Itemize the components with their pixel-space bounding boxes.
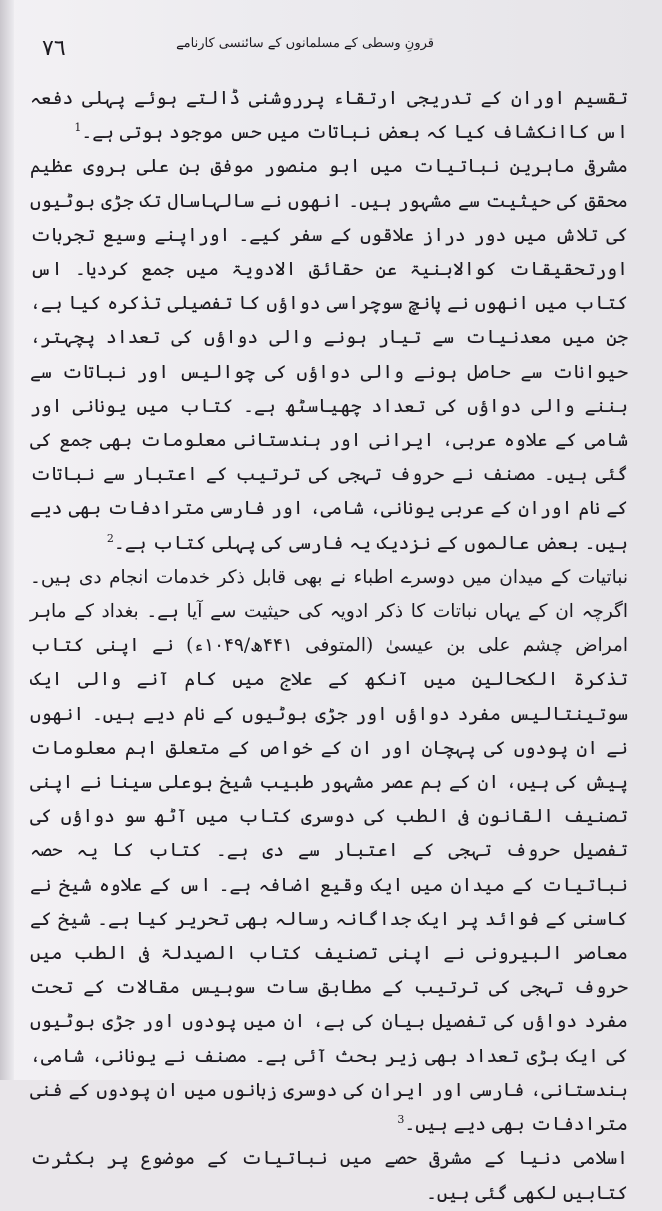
paragraph bbox=[30, 1142, 628, 1210]
page-number: ۷٦ bbox=[42, 36, 66, 61]
footnote-marker: 3 bbox=[397, 1112, 405, 1126]
paragraph-text: نباتیات کے میدان میں دوسرے اطباء نے بھی قابل ذکر خدمات انجام دی ہیں۔ اگرچہ ان کے یہاں نباتات کا ذکر ادویہ کی حیثیت سے آیا ہے۔ بغداد کے ماہر امراض چشم علی بن عیسیٰ (المتوفی ۴۴۱ھ/۱۰۴۹ء) نے اپنی کتاب تذکرۃ الکحالین میں آنکھ کے علاج میں کام آنے والی ایک سوتینتالیس مفرد دواؤں اور جڑی بوٹیوں کے نام دیے ہیں۔ انھوں نے ان پودوں کی پہچان اور ان کے خواص کے متعلق اہم معلومات پیش کی ہیں، ان کے ہم عصر مشہور طبیب شیخ بوعلی سینا نے اپنی تصنیف القانون فی الطب کی دوسری کتاب میں آٹھ سو دواؤں کی تفصیل حروف تہجی کے اعتبار سے دی ہے۔ کتاب کا یہ حصہ نباتیات کے میدان میں ایک وقیع اضافہ ہے۔ اس کے علاوہ شیخ نے کاسنی کے فوائد پر ایک جداگانہ رسالہ بھی تحریر کیا ہے۔ شیخ کے معاصر البیرونی نے اپنی تصنیف کتاب الصیدلۃ فی الطب میں حروف تہجی کی ترتیب کے مطابق سات سوبیس مقالات کے تحت مفرد دواؤں کی تفصیل بیان کی ہے، ان میں پودوں اور جڑی بوٹیوں کی ایک بڑی تعداد بھی زیر بحث آئی ہے۔ مصنف نے یونانی، شامی، ہندستانی، فارسی اور ایران کی دوسری زبانوں میں ان پودوں کے فنی مترادفات بھی دیے ہیں۔ bbox=[30, 566, 629, 1136]
paragraph-text: مشرقی ماہرین نباتیات میں ابو منصور موفق بن علی ہروی عظیم محقق کی حیثیت سے مشہور ہیں۔ انھوں نے سالہاسال تک جڑی بوٹیوں کی تلاش میں دور دراز علاقوں کے سفر کیے۔ اوراپنے وسیع تجربات اورتحقیقات کوالابنیۃ عن حقائق الادویۃ میں جمع کردیا۔ اس کتاب میں انھوں نے پانچ سوچراسی دواؤں کا تفصیلی تذکرہ کیا ہے، جن میں معدنیات سے تیار ہونے والی دواؤں کی تعداد پچہتر، حیوانات سے حاصل ہونے والی دواؤں کی چوالیس اور نباتات سے بننے والی دواؤں کی تعداد چھیاسٹھ ہے۔ کتاب میں یونانی اور شامی کے علاوہ عربی، ایرانی اور ہندستانی معلومات بھی جمع کی گئی ہیں۔ مصنف نے حروف تہجی کی ترتیب کے اعتبار سے نباتات کے نام اوران کے عربی یونانی، شامی، اور فارسی مترادفات بھی دیے ہیں۔ بعض عالموں کے نزدیک یہ فارسی کی پہلی کتاب ہے۔ bbox=[30, 156, 628, 554]
running-title: قرونِ وسطی کے مسلمانوں کے سائنسی کارنامے bbox=[176, 36, 434, 51]
footnote-marker: 2 bbox=[106, 531, 114, 545]
body-text bbox=[30, 82, 628, 1211]
paragraph bbox=[30, 150, 628, 560]
paragraph-text: اسلامی دنیا کے مشرقی حصے میں نباتیات کے موضوع پر بکثرت کتابیں لکھی گئی ہیں۔ bbox=[30, 1148, 628, 1204]
book-spine-shadow bbox=[0, 0, 14, 1080]
paragraph bbox=[30, 561, 628, 1142]
paragraph-text: تقسیم اوران کے تدریجی ارتقاء پرروشنی ڈالتے ہوئے پہلی دفعہ اس کاانکشاف کیا کہ بعض نباتات میں حس موجود ہوتی ہے۔ bbox=[30, 88, 628, 144]
footnote-marker: 1 bbox=[74, 121, 82, 135]
paragraph bbox=[30, 82, 628, 150]
